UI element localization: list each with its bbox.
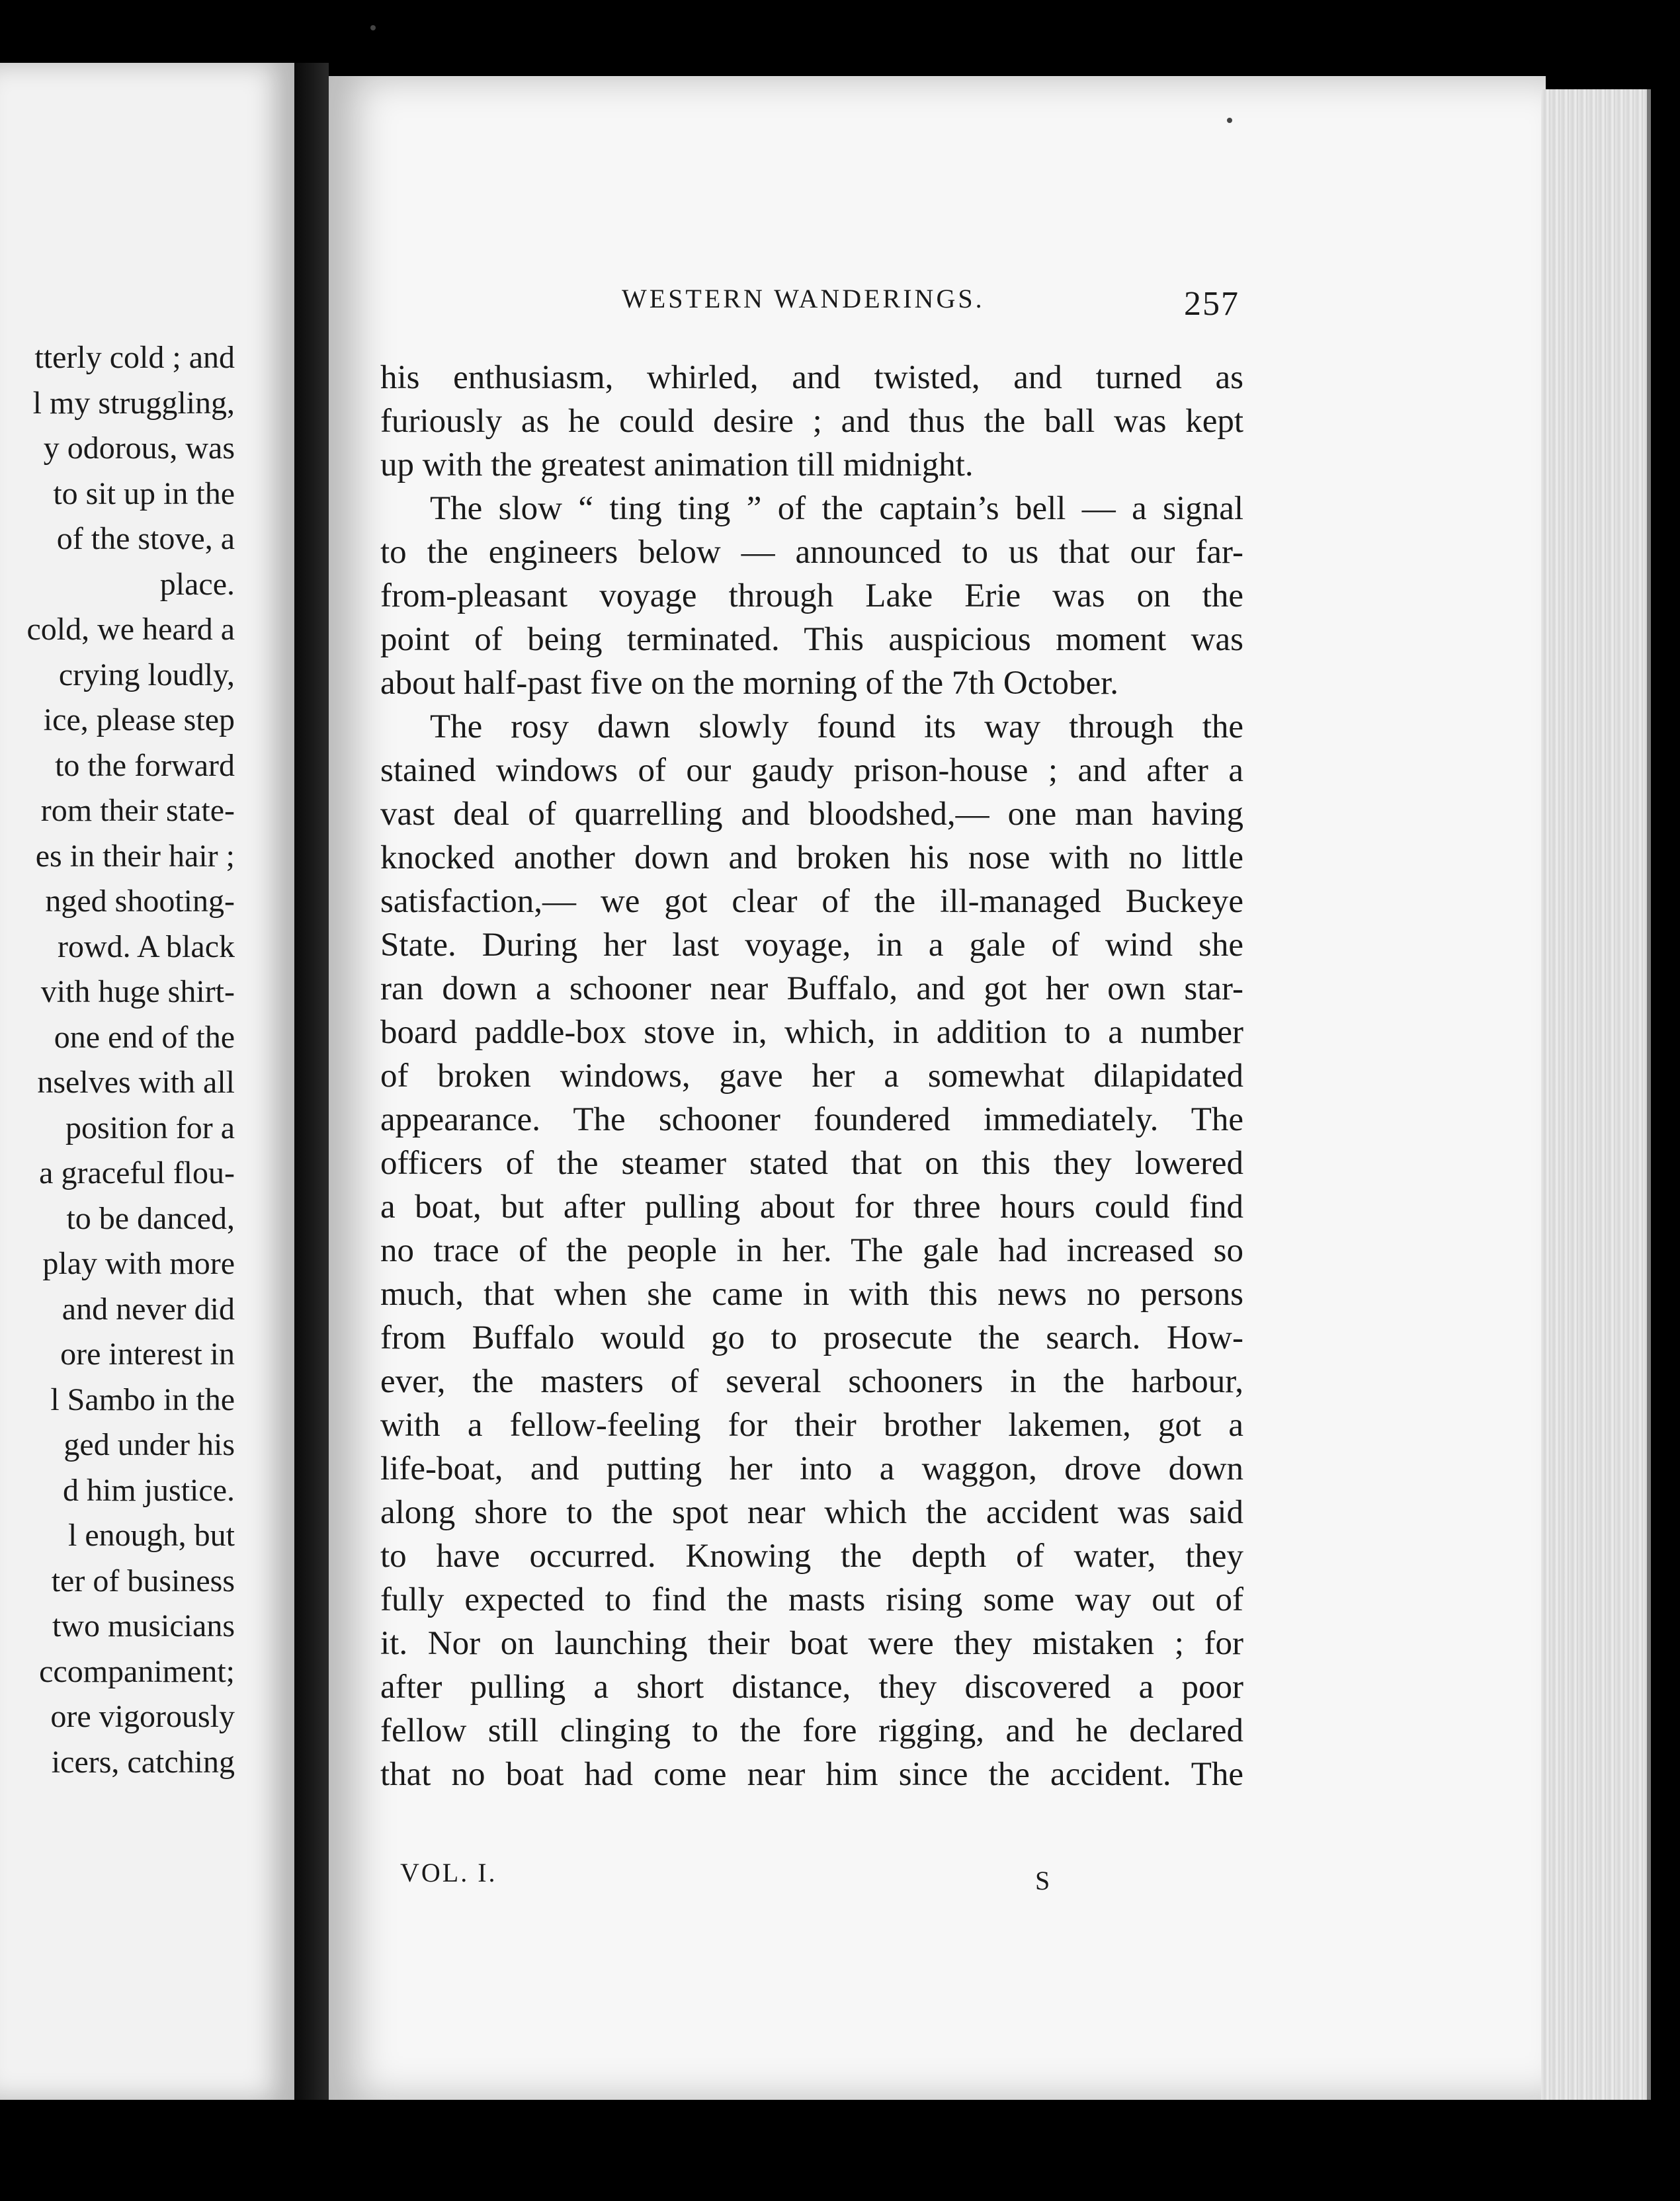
left-page-line: icers, catching [51, 1744, 235, 1780]
text-line: furiously as he could desire ; and thus the ball was kept [380, 403, 1243, 440]
text-line: ever, the masters of several schooners in the harbour, [380, 1363, 1243, 1400]
text-line: that no boat had come near him since the accident. The [380, 1756, 1243, 1793]
left-page-line: one end of the [54, 1019, 235, 1055]
left-page-line: l enough, but [68, 1518, 235, 1553]
text-line: much, that when she came in with this news no persons [380, 1276, 1243, 1313]
text-line: fully expected to find the masts rising some way out of [380, 1581, 1243, 1618]
text-line: it. Nor on launching their boat were they mistaken ; for [380, 1625, 1243, 1662]
text-line: ran down a schooner near Buffalo, and got her own star- [380, 970, 1243, 1007]
left-page-line: l Sambo in the [50, 1382, 235, 1417]
left-page-line: ged under his [63, 1427, 235, 1462]
text-line: up with the greatest animation till midnight. [380, 446, 974, 483]
left-page-line: tterly cold ; and [34, 340, 235, 375]
left-page-line: play with more [42, 1246, 235, 1281]
left-page-line: ice, please step [43, 702, 235, 737]
text-line: to have occurred. Knowing the depth of water, they [380, 1538, 1243, 1575]
text-line: fellow still clinging to the fore rigging, and he declared [380, 1712, 1243, 1749]
text-line: satisfaction,— we got clear of the ill-managed Buckeye [380, 883, 1243, 920]
left-page-line: rom their state- [40, 793, 235, 828]
text-line: from Buffalo would go to prosecute the search. How- [380, 1319, 1243, 1356]
left-page [0, 63, 294, 2100]
left-page-line: to the forward [55, 747, 235, 783]
text-line: stained windows of our gaudy prison-house ; and after a [380, 752, 1243, 789]
text-line: about half-past five on the morning of the 7th October. [380, 665, 1119, 702]
signature-mark: S [1035, 1866, 1050, 1895]
left-page-line: es in their hair ; [35, 838, 235, 874]
text-line: vast deal of quarrelling and bloodshed,— one man having [380, 796, 1243, 833]
body-text [380, 356, 1243, 1796]
left-page-line: ore vigorously [50, 1699, 235, 1734]
left-page-line: l my struggling, [32, 385, 235, 421]
scan-speck [1227, 118, 1232, 123]
left-page-line: a graceful flou- [39, 1155, 235, 1190]
page-number: 257 [1184, 285, 1239, 323]
scan-speck [370, 25, 376, 30]
left-page-line: vith huge shirt- [40, 974, 235, 1009]
text-line: with a fellow-feeling for their brother lakemen, got a [380, 1407, 1243, 1444]
left-page-text [0, 335, 235, 1785]
text-line: The rosy dawn slowly found its way through the [430, 708, 1243, 745]
text-line: life-boat, and putting her into a waggon, drove down [380, 1450, 1243, 1487]
left-page-line: cold, we heard a [26, 612, 235, 647]
left-page-line: of the stove, a [56, 521, 235, 556]
text-line: from-pleasant voyage through Lake Erie was on the [380, 577, 1243, 614]
running-head: WESTERN WANDERINGS. [622, 284, 985, 313]
left-page-line: d him justice. [63, 1472, 235, 1508]
text-line: The slow “ ting ting ” of the captain’s bell — a signal [430, 490, 1243, 527]
text-line: of broken windows, gave her a somewhat dilapidated [380, 1058, 1243, 1095]
text-line: appearance. The schooner foundered immediately. The [380, 1101, 1243, 1138]
text-line: officers of the steamer stated that on this they lowered [380, 1145, 1243, 1182]
left-page-line: ore interest in [60, 1337, 235, 1372]
text-line: after pulling a short distance, they discovered a poor [380, 1669, 1243, 1706]
book-gutter [294, 63, 329, 2100]
left-page-line: to be danced, [66, 1200, 235, 1236]
left-page-line: and never did [62, 1291, 235, 1327]
left-page-line: ter of business [51, 1563, 235, 1599]
left-page-line: nselves with all [37, 1065, 235, 1100]
text-line: his enthusiasm, whirled, and twisted, and turned as [380, 359, 1243, 396]
left-page-line: two musicians [52, 1608, 235, 1643]
page-edges [1541, 89, 1651, 2100]
left-page-line: crying loudly, [58, 657, 235, 692]
left-page-line: rowd. A black [58, 929, 235, 964]
text-line: to the engineers below — announced to us that our far- [380, 534, 1243, 571]
left-page-line: ccompaniment; [39, 1653, 235, 1689]
left-page-line: to sit up in the [53, 476, 235, 511]
left-page-line: y odorous, was [43, 431, 235, 466]
text-line: along shore to the spot near which the accident was said [380, 1494, 1243, 1531]
signature-volume: VOL. I. [400, 1858, 497, 1888]
text-line: a boat, but after pulling about for three hours could find [380, 1188, 1243, 1225]
text-line: no trace of the people in her. The gale had increased so [380, 1232, 1243, 1269]
left-page-line: nged shooting- [45, 884, 235, 919]
left-page-line: place. [159, 566, 235, 602]
text-line: board paddle-box stove in, which, in addition to a number [380, 1014, 1243, 1051]
text-line: State. During her last voyage, in a gale of wind she [380, 927, 1243, 964]
text-line: knocked another down and broken his nose with no little [380, 839, 1243, 876]
left-page-line: position for a [65, 1110, 235, 1145]
text-line: point of being terminated. This auspicious moment was [380, 621, 1243, 658]
